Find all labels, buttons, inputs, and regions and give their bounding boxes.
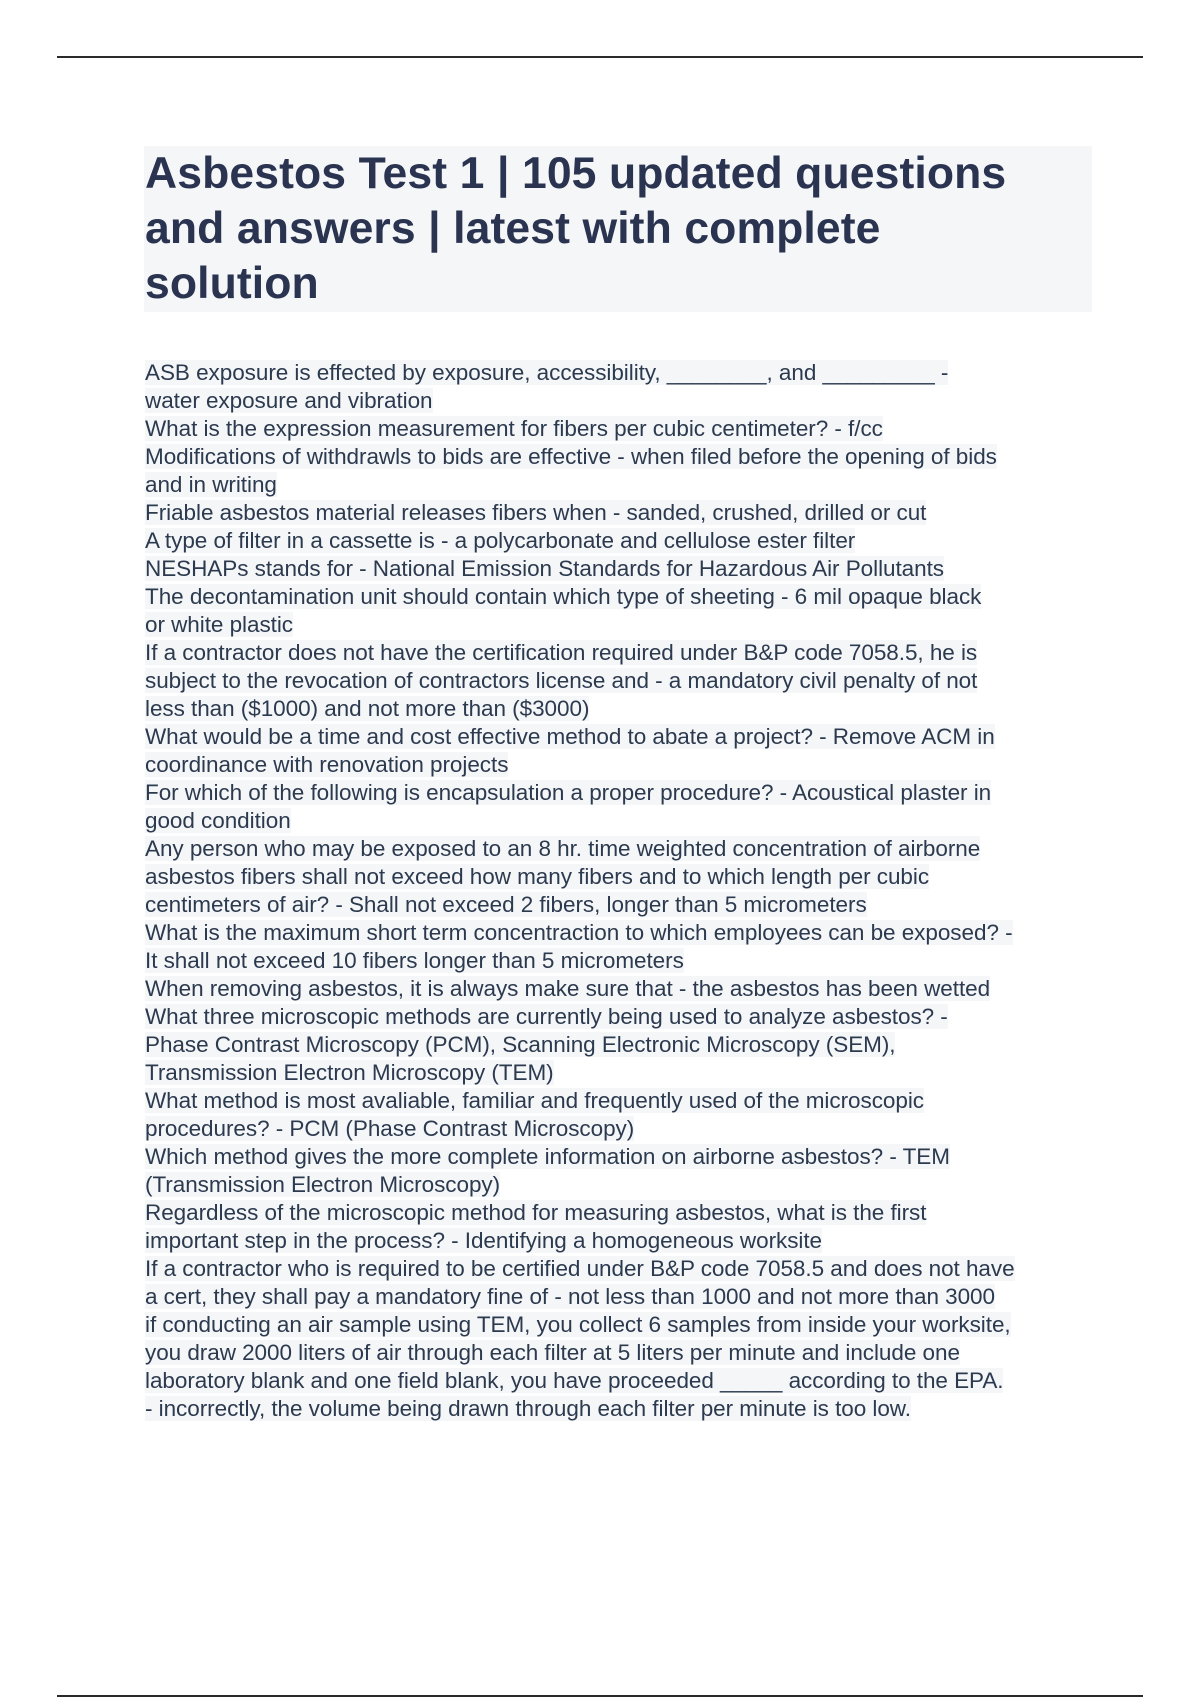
qa-body-text bbox=[145, 359, 1093, 1423]
text-line-content: and in writing bbox=[145, 472, 277, 497]
text-line bbox=[145, 471, 1093, 499]
text-line-content: If a contractor does not have the certification required under B&P code 7058.5, he is bbox=[145, 640, 978, 665]
text-line-content: subject to the revocation of contractors license and - a mandatory civil penalty of not bbox=[145, 668, 978, 693]
text-line-content: centimeters of air? - Shall not exceed 2 fibers, longer than 5 micrometers bbox=[145, 892, 867, 917]
text-line-content: The decontamination unit should contain which type of sheeting - 6 mil opaque black bbox=[145, 584, 982, 609]
text-line bbox=[145, 1395, 1093, 1423]
text-line bbox=[145, 807, 1093, 835]
text-line bbox=[145, 1339, 1093, 1367]
text-line bbox=[145, 1059, 1093, 1087]
text-line-content: good condition bbox=[145, 808, 291, 833]
text-line-content: A type of filter in a cassette is - a polycarbonate and cellulose ester filter bbox=[145, 528, 856, 553]
text-line-content: Which method gives the more complete information on airborne asbestos? - TEM bbox=[145, 1144, 950, 1169]
text-line bbox=[145, 443, 1093, 471]
text-line-content: laboratory blank and one field blank, you have proceeded _____ according to the EPA. bbox=[145, 1368, 1004, 1393]
text-line bbox=[145, 415, 1093, 443]
title-line: solution bbox=[145, 259, 319, 308]
title-line: and answers | latest with complete bbox=[145, 204, 881, 253]
text-line-content: if conducting an air sample using TEM, you collect 6 samples from inside your worksite, bbox=[145, 1312, 1011, 1337]
text-line bbox=[145, 1255, 1093, 1283]
text-line bbox=[145, 667, 1093, 695]
text-line bbox=[145, 891, 1093, 919]
page-title bbox=[145, 146, 1092, 311]
text-line-content: What method is most avaliable, familiar and frequently used of the microscopic bbox=[145, 1088, 924, 1113]
text-line bbox=[145, 499, 1093, 527]
text-line-content: What is the maximum short term concentraction to which employees can be exposed? - bbox=[145, 920, 1013, 945]
text-line bbox=[145, 611, 1093, 639]
text-line bbox=[145, 1199, 1093, 1227]
text-line bbox=[145, 723, 1093, 751]
text-line-content: a cert, they shall pay a mandatory fine of - not less than 1000 and not more than 3000 bbox=[145, 1284, 995, 1309]
text-line-content: (Transmission Electron Microscopy) bbox=[145, 1172, 501, 1197]
text-line-content: What would be a time and cost effective method to abate a project? - Remove ACM in bbox=[145, 724, 995, 749]
text-line-content: Regardless of the microscopic method for measuring asbestos, what is the first bbox=[145, 1200, 927, 1225]
text-line bbox=[145, 779, 1093, 807]
text-line-content: water exposure and vibration bbox=[145, 388, 433, 413]
text-line bbox=[145, 695, 1093, 723]
text-line bbox=[145, 639, 1093, 667]
text-line-content: procedures? - PCM (Phase Contrast Microscopy) bbox=[145, 1116, 635, 1141]
text-line bbox=[145, 1143, 1093, 1171]
text-line bbox=[145, 919, 1093, 947]
text-line-content: When removing asbestos, it is always make sure that - the asbestos has been wetted bbox=[145, 976, 991, 1001]
text-line bbox=[145, 751, 1093, 779]
text-line-content: What three microscopic methods are currently being used to analyze asbestos? - bbox=[145, 1004, 948, 1029]
text-line bbox=[145, 583, 1093, 611]
text-line bbox=[145, 835, 1093, 863]
text-line-content: If a contractor who is required to be certified under B&P code 7058.5 and does not have bbox=[145, 1256, 1015, 1281]
top-rule bbox=[57, 56, 1143, 58]
text-line-content: Any person who may be exposed to an 8 hr. time weighted concentration of airborne bbox=[145, 836, 981, 861]
text-line-content: What is the expression measurement for fibers per cubic centimeter? - f/cc bbox=[145, 416, 883, 441]
text-line-content: asbestos fibers shall not exceed how many fibers and to which length per cubic bbox=[145, 864, 930, 889]
text-line-content: Transmission Electron Microscopy (TEM) bbox=[145, 1060, 554, 1085]
text-line bbox=[145, 527, 1093, 555]
text-line bbox=[145, 947, 1093, 975]
text-line bbox=[145, 1087, 1093, 1115]
text-line bbox=[145, 1171, 1093, 1199]
text-line bbox=[145, 359, 1093, 387]
text-line-content: ASB exposure is effected by exposure, accessibility, ________, and _________ - bbox=[145, 360, 949, 385]
text-line-content: - incorrectly, the volume being drawn through each filter per minute is too low. bbox=[145, 1396, 911, 1421]
text-line-content: Phase Contrast Microscopy (PCM), Scanning Electronic Microscopy (SEM), bbox=[145, 1032, 896, 1057]
text-line bbox=[145, 1031, 1093, 1059]
text-line-content: It shall not exceed 10 fibers longer than 5 micrometers bbox=[145, 948, 684, 973]
title-block bbox=[144, 146, 1092, 312]
text-line bbox=[145, 1311, 1093, 1339]
text-line-content: or white plastic bbox=[145, 612, 294, 637]
text-line bbox=[145, 975, 1093, 1003]
text-line-content: coordinance with renovation projects bbox=[145, 752, 509, 777]
text-line-content: important step in the process? - Identifying a homogeneous worksite bbox=[145, 1228, 823, 1253]
text-line-content: Modifications of withdrawls to bids are effective - when filed before the opening of bids bbox=[145, 444, 997, 469]
title-line: Asbestos Test 1 | 105 updated questions bbox=[145, 149, 1007, 198]
text-line bbox=[145, 1003, 1093, 1031]
text-line bbox=[145, 1227, 1093, 1255]
text-line-content: less than ($1000) and not more than ($3000) bbox=[145, 696, 590, 721]
text-line-content: For which of the following is encapsulation a proper procedure? - Acoustical plaster in bbox=[145, 780, 992, 805]
text-line bbox=[145, 1283, 1093, 1311]
text-line bbox=[145, 387, 1093, 415]
text-line-content: you draw 2000 liters of air through each filter at 5 liters per minute and include one bbox=[145, 1340, 960, 1365]
text-line-content: Friable asbestos material releases fibers when - sanded, crushed, drilled or cut bbox=[145, 500, 927, 525]
bottom-rule bbox=[57, 1695, 1143, 1697]
text-line-content: NESHAPs stands for - National Emission Standards for Hazardous Air Pollutants bbox=[145, 556, 945, 581]
text-line bbox=[145, 1115, 1093, 1143]
text-line bbox=[145, 1367, 1093, 1395]
text-line bbox=[145, 863, 1093, 891]
text-line bbox=[145, 555, 1093, 583]
